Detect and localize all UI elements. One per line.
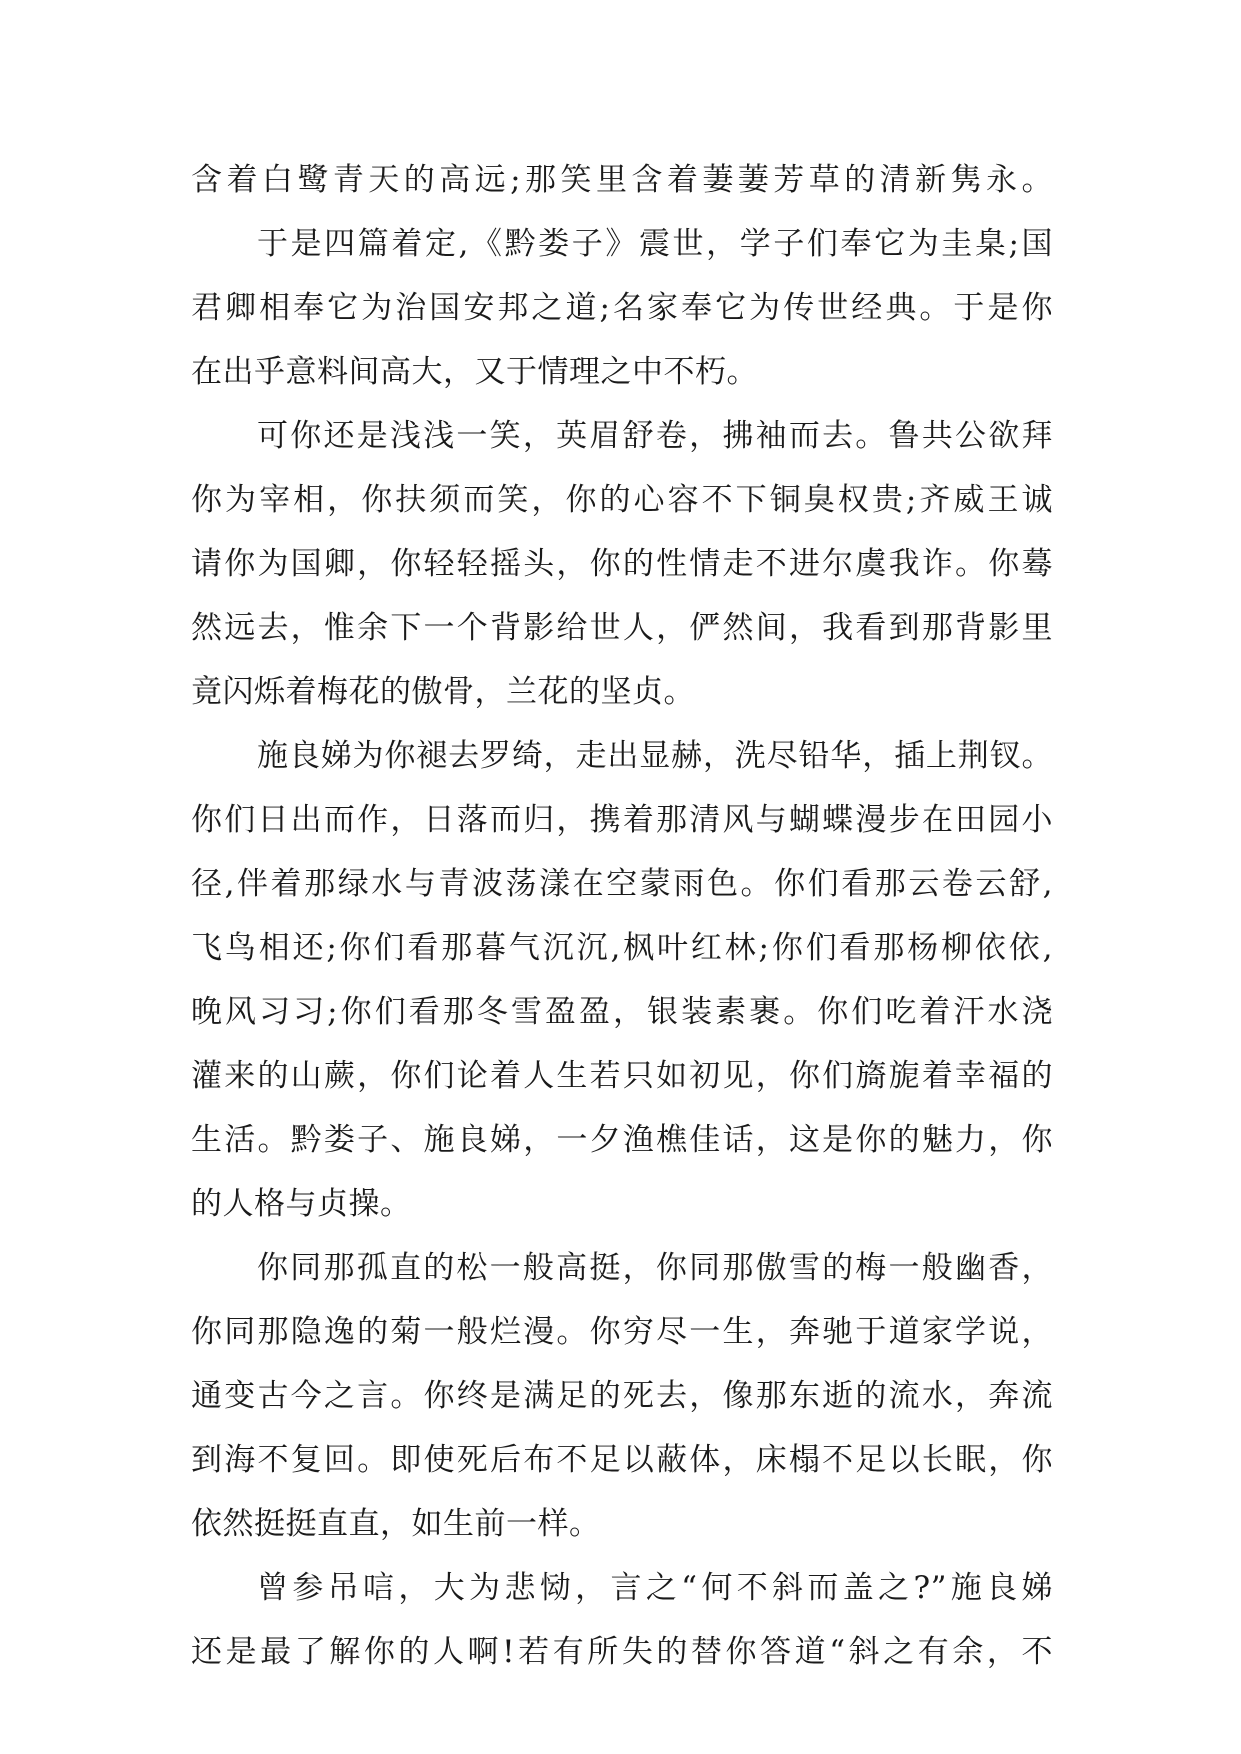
paragraph-first-line: 于是四篇着定,《黔娄子》震世，学子们奉它为圭臬;国 <box>257 226 1053 262</box>
paragraph-first-line: 施良娣为你褪去罗绮，走出显赫，洗尽铅华，插上荆钗。 <box>257 738 1053 774</box>
text-line: 君卿相奉它为治国安邦之道;名家奉它为传世经典。于是你 <box>191 290 1053 326</box>
text-line: 在出乎意料间高大，又于情理之中不朽。 <box>191 354 758 390</box>
text-line: 含着白鹭青天的高远;那笑里含着萋萋芳草的清新隽永。 <box>191 162 1053 198</box>
text-line: 飞鸟相还;你们看那暮气沉沉,枫叶红林;你们看那杨柳依依, <box>191 930 1053 966</box>
text-line: 竟闪烁着梅花的傲骨，兰花的坚贞。 <box>191 674 695 710</box>
text-line: 的人格与贞操。 <box>191 1186 412 1222</box>
text-line: 灌来的山蕨，你们论着人生若只如初见，你们旖旎着幸福的 <box>191 1058 1053 1094</box>
paragraph-first-line: 曾参吊唁，大为悲恸，言之“何不斜而盖之?”施良娣 <box>257 1570 1053 1606</box>
text-line: 你为宰相，你扶须而笑，你的心容不下铜臭权贵;齐威王诚 <box>191 482 1053 518</box>
text-line: 晚风习习;你们看那冬雪盈盈，银装素裹。你们吃着汗水浇 <box>191 994 1053 1030</box>
text-line: 通变古今之言。你终是满足的死去，像那东逝的流水，奔流 <box>191 1378 1053 1414</box>
text-line: 你们日出而作，日落而归，携着那清风与蝴蝶漫步在田园小 <box>191 802 1053 838</box>
text-line: 还是最了解你的人啊!若有所失的替你答道“斜之有余，不 <box>191 1634 1053 1670</box>
text-line: 你同那隐逸的菊一般烂漫。你穷尽一生，奔驰于道家学说， <box>191 1314 1053 1350</box>
text-line: 到海不复回。即使死后布不足以蔽体，床榻不足以长眠，你 <box>191 1442 1053 1478</box>
text-line: 径,伴着那绿水与青波荡漾在空蒙雨色。你们看那云卷云舒, <box>191 866 1053 902</box>
text-line: 请你为国卿，你轻轻摇头，你的性情走不进尔虞我诈。你蓦 <box>191 546 1053 582</box>
paragraph-first-line: 你同那孤直的松一般高挺，你同那傲雪的梅一般幽香， <box>257 1250 1053 1286</box>
text-line: 生活。黔娄子、施良娣，一夕渔樵佳话，这是你的魅力，你 <box>191 1122 1053 1158</box>
text-line: 然远去，惟余下一个背影给世人，俨然间，我看到那背影里 <box>191 610 1053 646</box>
text-line: 依然挺挺直直，如生前一样。 <box>191 1506 601 1542</box>
paragraph-first-line: 可你还是浅浅一笑，英眉舒卷，拂袖而去。鲁共公欲拜 <box>257 418 1053 454</box>
